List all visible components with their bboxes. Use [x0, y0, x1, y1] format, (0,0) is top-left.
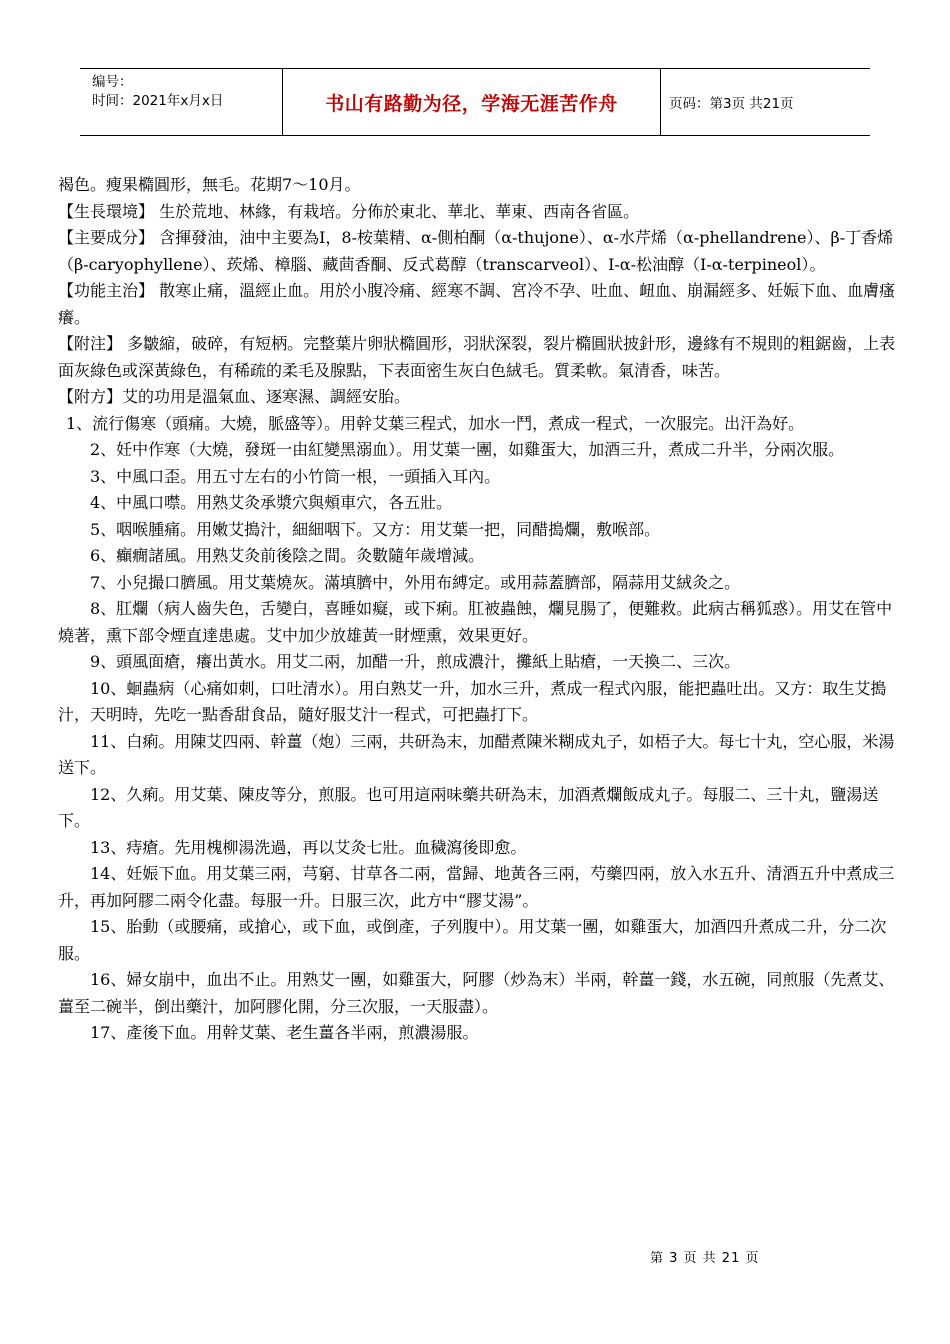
remedy-item: 7、小兒撮口臍風。用艾葉燒灰。滿填臍中，外用布縛定。或用蒜蓋臍部，隔蒜用艾絨灸之。: [90, 572, 741, 592]
remedy-item: 10、蛔蟲病（心痛如刺，口吐清水）。用白熟艾一升，加水三升，煮成一程式內服，能把蟲吐出。又方：取生艾搗汁，天明時，先吃一點香甜食品，隨好服艾汁一程式，可把蟲打下。: [58, 678, 887, 724]
remedy-item: 13、痔瘡。先用槐柳湯洗過，再以艾灸七壯。血穢瀉後即愈。: [90, 837, 527, 857]
paragraph-notes: 【附注】 多皺縮，破碎，有短柄。完整葉片卵狀橢圓形，羽狀深裂，裂片橢圓狀披針形，邊緣有不規則的粗鋸齒，上表面灰綠色或深黃綠色，有稀疏的柔毛及腺點，下表面密生灰白色絨毛。質柔軟。氣清香，味苦。: [58, 334, 896, 380]
remedy-item: 16、婦女崩中，血出不止。用熟艾一團，如雞蛋大，阿膠（炒為末）半兩，幹薑一錢，水五碗，同煎服（先煮艾、薑至二碗半，倒出藥汁，加阿膠化開，分三次服，一天服盡）。: [58, 970, 895, 1016]
paragraph-components: 【主要成分】 含揮發油，油中主要為Ⅰ，8-桉葉精、α-側柏酮（α-thujone）、α-水芹烯（α-phellandrene）、β-丁香烯（β-caryophyllene）、莰烯、樟腦、藏茴香酮、反式葛醇（transcarveol）、Ⅰ-α-松油醇（Ⅰ-α-terpineol）。: [58, 228, 894, 274]
remedy-item: 12、久痢。用艾葉、陳皮等分，煎服。也可用這兩味藥共研為末，加酒煮爛飯成丸子。每服二、三十丸，鹽湯送下。: [58, 784, 879, 830]
remedy-item: 4、中風口噤。用熟艾灸承漿穴與頰車穴，各五壯。: [90, 493, 453, 512]
paragraph-habitat: 【生長環境】 生於荒地、林緣，有栽培。分佈於東北、華北、華東、西南各省區。: [58, 201, 640, 221]
remedy-item: 8、肛爛（病人齒失色，舌變白，喜睡如癡，或下痢。肛被蟲蝕，爛見腸了，便難救。此病古稱狐惑）。用艾在管中燒著，熏下部令煙直達患處。艾中加少放雄黃一財煙熏，效果更好。: [58, 599, 893, 645]
document-time-label: 时间：2021年x月x日: [92, 93, 224, 109]
remedy-item: 11、白痢。用陳艾四兩、幹薑（炮）三兩，共研為末，加醋煮陳米糊成丸子，如梧子大。每七十丸，空心服，米湯送下。: [58, 731, 895, 777]
remedy-item: 1、流行傷寒（頭痛。大燒，脈盛等）。用幹艾葉三程式，加水一鬥，煮成一程式，一次服完。出汗為好。: [66, 413, 805, 433]
remedy-item: 6、癲癇諸風。用熟艾灸前後陰之間。灸數隨年歲增減。: [90, 546, 485, 565]
paragraph-description-end: 褐色。瘦果橢圓形，無毛。花期7～10月。: [58, 175, 361, 194]
header-motto: 书山有路勤为径，学海无涯苦作舟: [283, 69, 661, 135]
remedy-item: 9、頭風面瘡，癢出黃水。用艾二兩，加醋一升，煎成濃汁，攤紙上貼瘡，一天換二、三次。: [90, 652, 741, 671]
paragraph-prescriptions-intro: 【附方】艾的功用是溫氣血、逐寒濕、調經安胎。: [58, 387, 411, 406]
paragraph-functions: 【功能主治】 散寒止痛，溫經止血。用於小腹冷痛、經寒不調、宮冷不孕、吐血、衄血、崩漏經多、妊娠下血、血膚瘙癢。: [58, 281, 896, 327]
remedy-item: 5、咽喉腫痛。用嫩艾搗汁，細細咽下。又方：用艾葉一把，同醋搗爛，敷喉部。: [90, 519, 661, 539]
remedy-item: 3、中風口歪。用五寸左右的小竹筒一根，一頭插入耳內。: [90, 466, 501, 486]
remedy-item: 14、妊娠下血。用艾葉三兩，芎窮、甘草各二兩，當歸、地黃各三兩，芍藥四兩，放入水五升、清酒五升中煮成三升，再加阿膠二兩令化盡。每服一升。日服三次，此方中“膠艾湯”。: [58, 864, 895, 910]
remedy-item: 17、產後下血。用幹艾葉、老生薑各半兩，煎濃湯服。: [90, 1023, 479, 1042]
page-header: [80, 68, 870, 136]
header-page-number: 页码：第3页 共21页: [669, 96, 794, 112]
document-body: [58, 172, 898, 1047]
document-number-label: 编号：: [92, 74, 133, 90]
header-info-cell: [80, 69, 283, 135]
remedy-item: 2、妊中作寒（大燒，發斑一由紅變黑溺血）。用艾葉一團，如雞蛋大，加酒三升，煮成二升半，分兩次服。: [90, 440, 845, 459]
page-footer: 第 3 页 共 21 页: [650, 1251, 760, 1266]
remedy-item: 15、胎動（或腰痛，或搶心，或下血，或倒產，子列腹中）。用艾葉一團，如雞蛋大，加酒四升煮成二升，分二次服。: [58, 917, 887, 963]
